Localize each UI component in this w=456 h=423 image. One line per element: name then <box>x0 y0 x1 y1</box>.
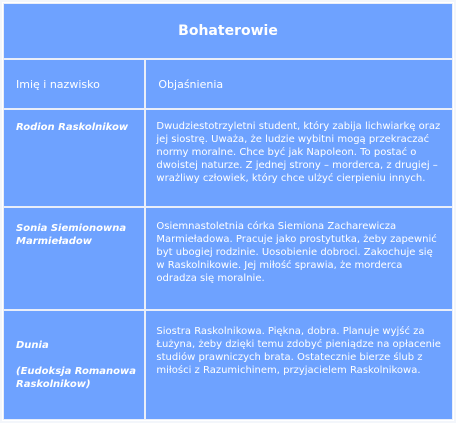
name-spacer <box>16 352 138 365</box>
title-row <box>3 3 453 59</box>
character-name-line: Dunia <box>16 340 49 351</box>
character-name <box>3 310 145 420</box>
table-row <box>3 207 453 310</box>
character-name-line: (Eudoksja Romanowa <box>16 366 137 377</box>
table-row <box>3 310 453 420</box>
character-description: Siostra Raskolnikowa. Piękna, dobra. Planuje wyjść za Łużyna, żeby dzięki temu zdobyć pieniądze na opłacenie studiów prawniczych brata. Ostatecznie bierze ślub z miłości z Razumichinem, przyjacielem Raskolnikowa. <box>145 310 453 420</box>
character-description: Dwudziestotrzyletni student, który zabija lichwiarkę oraz jej siostrę. Uważa, że ludzie wybitni mogą przekraczać normy moralne. Chce być jak Napoleon. To postać o dwoistej naturze. Z jednej strony – morderca, z drugiej – wrażliwy człowiek, który chce ulżyć cierpieniu innych. <box>145 109 453 207</box>
character-description: Osiemnastoletnia córka Siemiona Zacharewicza Marmieładowa. Pracuje jako prostytutka, żeby zapewnić byt ubogiej rodzinie. Uosobienie dobroci. Zakochuje się w Raskolnikowie. Jej miłość sprawia, że morderca odradza się moralnie. <box>145 207 453 310</box>
header-row <box>3 59 453 109</box>
character-name-line: Rodion Raskolnikow <box>16 122 129 133</box>
header-name: Imię i nazwisko <box>3 59 145 109</box>
character-name-line: Raskolnikow) <box>16 379 91 390</box>
character-name-line: Marmieładow <box>16 236 93 247</box>
table-frame <box>2 2 454 421</box>
character-name <box>3 207 145 310</box>
character-name-line: Sonia Siemionowna <box>16 223 127 234</box>
character-name <box>3 109 145 207</box>
table-row <box>3 109 453 207</box>
table-title: Bohaterowie <box>3 3 453 59</box>
header-description: Objaśnienia <box>145 59 453 109</box>
